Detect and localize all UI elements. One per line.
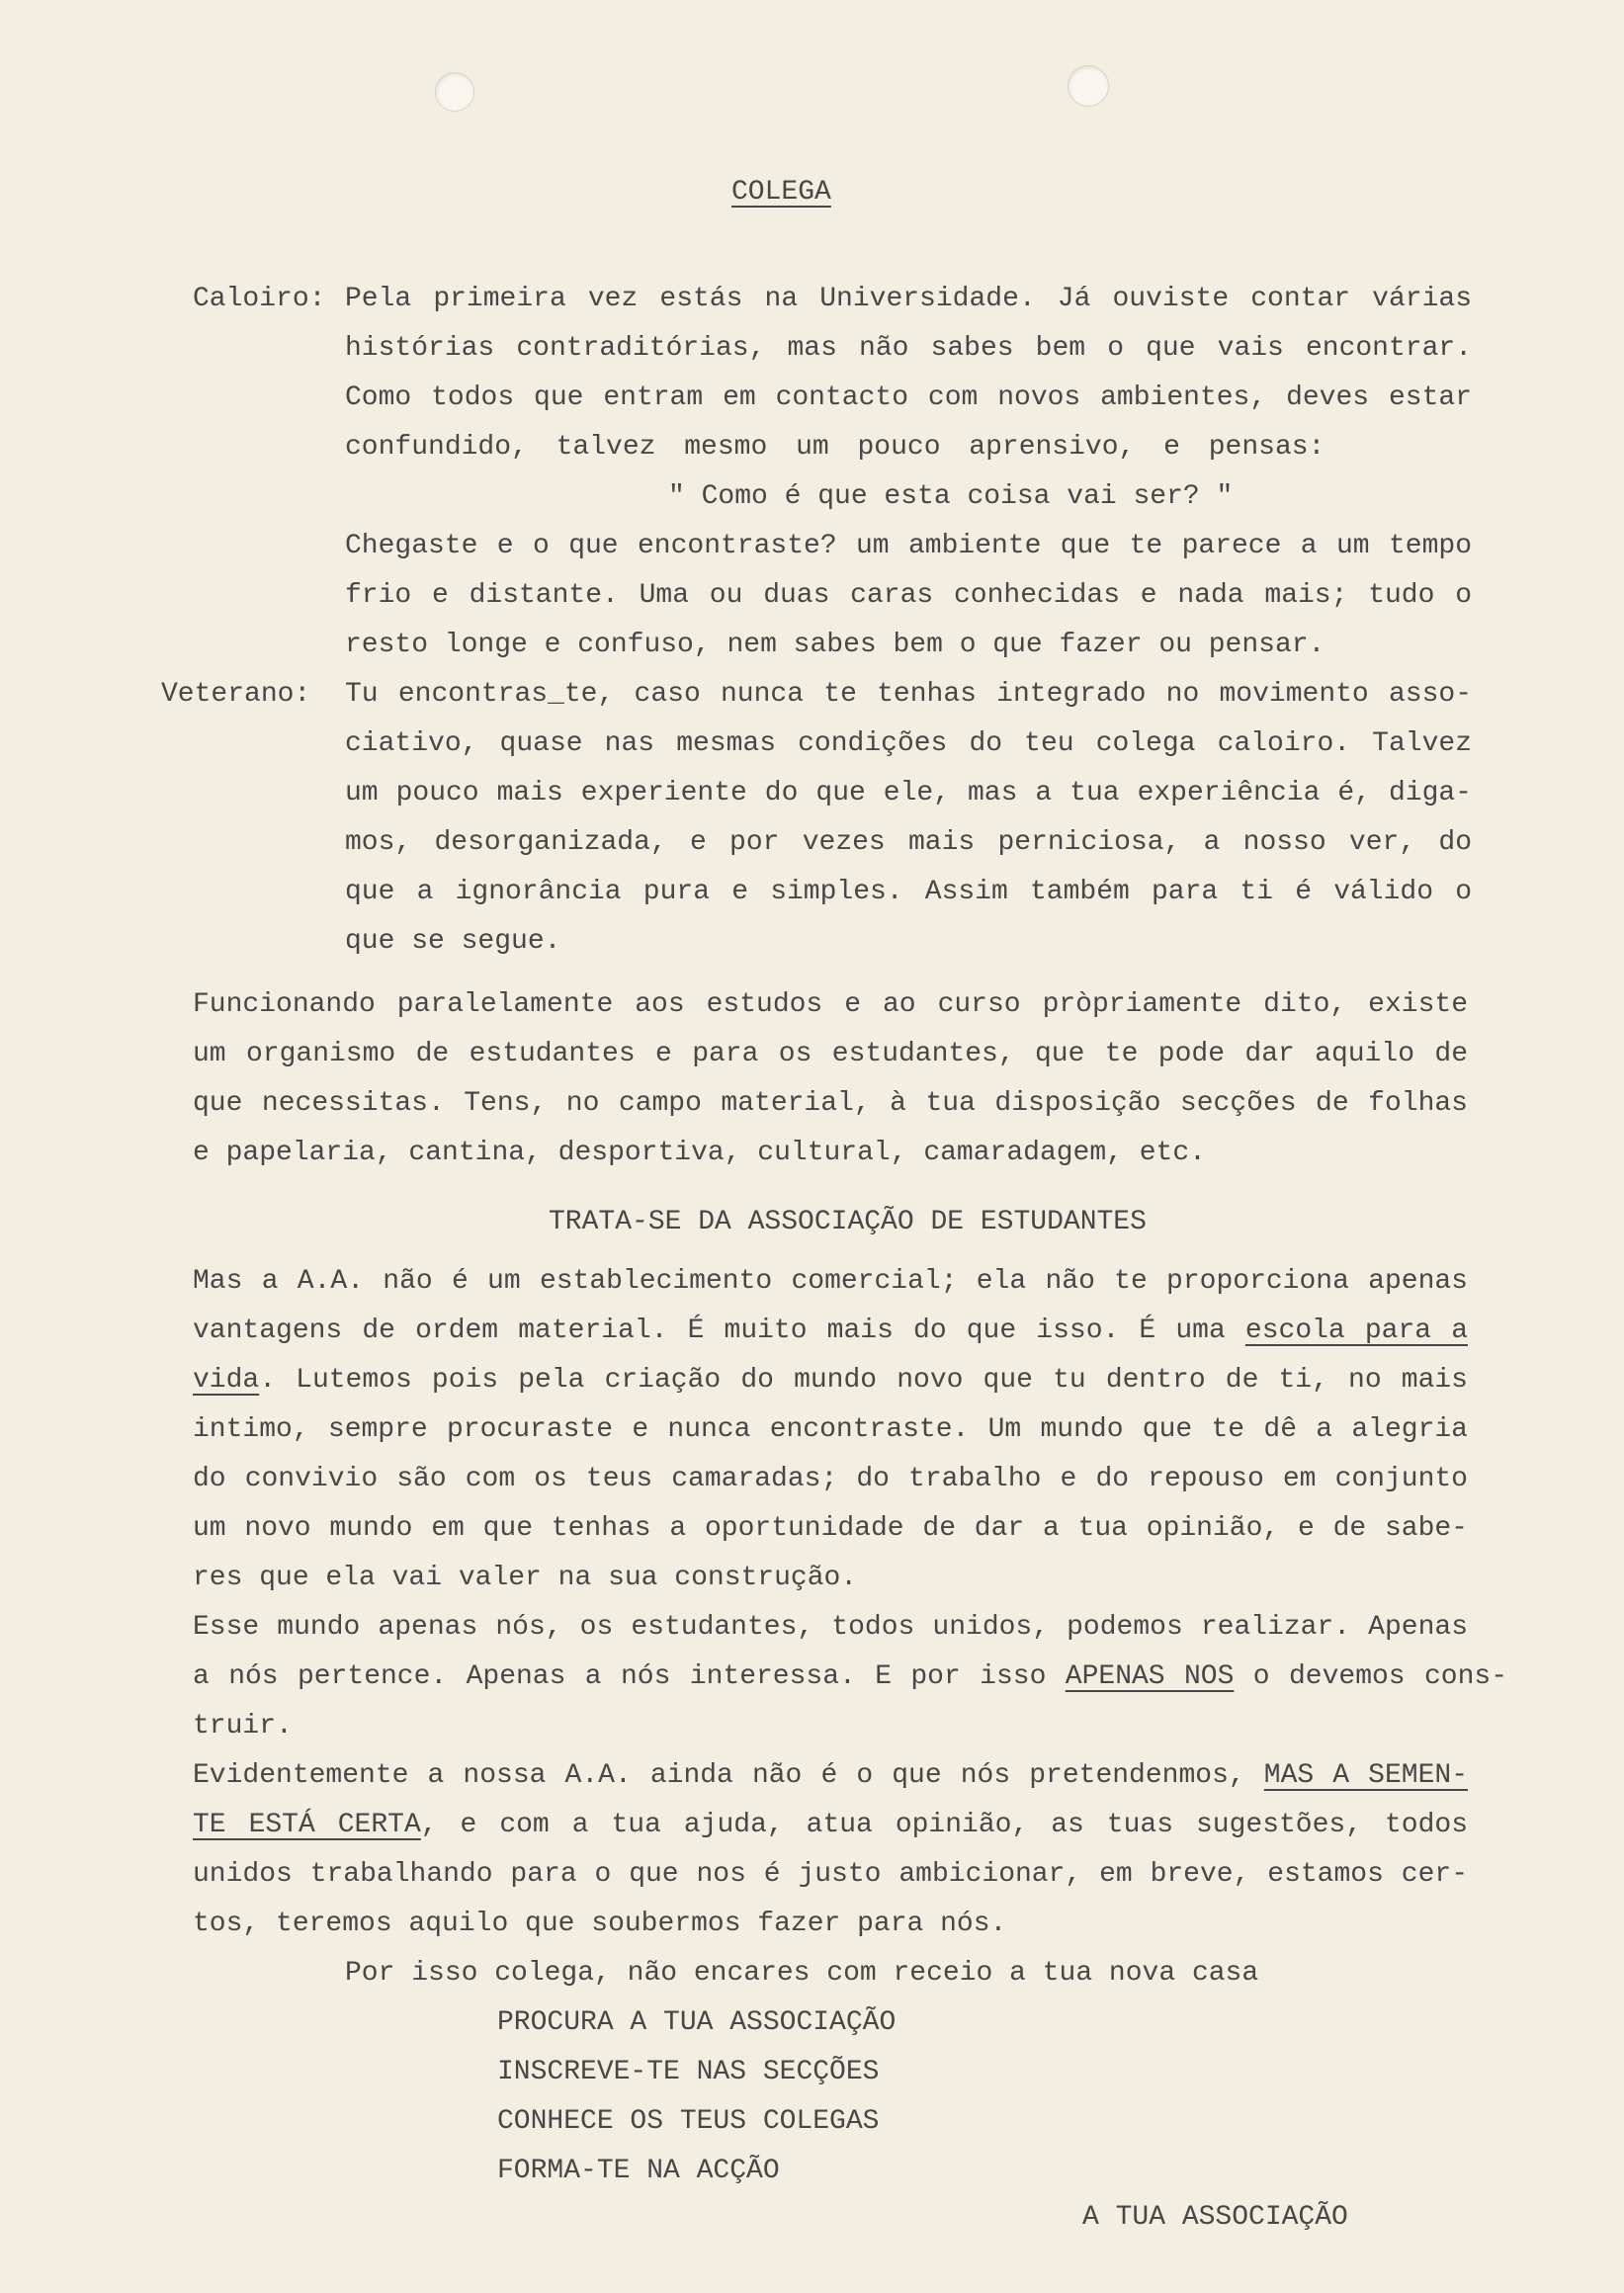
text-line: frio e distante. Uma ou duas caras conhecidas e nada mais; tudo o [345, 580, 1472, 611]
text-segment: , e com a tua ajuda, atua opinião, as tuas sugestões, todos [420, 1810, 1468, 1840]
text-line: e papelaria, cantina, desportiva, cultural, camaradagem, etc. [193, 1138, 1206, 1168]
call-line: PROCURA A TUA ASSOCIAÇÃO [497, 2007, 897, 2038]
caloiro-quote: " Como é que esta coisa vai ser? " [668, 481, 1234, 512]
text-segment: vantagens de ordem material. É muito mais do que isso. É uma [193, 1316, 1245, 1346]
punch-hole-left [435, 72, 474, 112]
closing-intro: Por isso colega, não encares com receio a tua nova casa [345, 1958, 1259, 1989]
text-line: tos, teremos aquilo que soubermos fazer para nós. [193, 1909, 1007, 1939]
underlined-text: vida [193, 1365, 260, 1396]
call-line: FORMA-TE NA ACÇÃO [497, 2156, 780, 2186]
underlined-text: escola para a [1244, 1316, 1468, 1346]
text-line [193, 1751, 1468, 1801]
text-line: mos, desorganizada, e por vezes mais perniciosa, a nosso ver, do [345, 827, 1472, 858]
text-line: Chegaste e o que encontraste? um ambiente que te parece a um tempo [345, 531, 1472, 561]
text-line: intimo, sempre procuraste e nunca encontraste. Um mundo que te dê a alegria [193, 1414, 1468, 1445]
text-line: um organismo de estudantes e para os estudantes, que te pode dar aquilo de [193, 1039, 1468, 1069]
text-line: que necessitas. Tens, no campo material, à tua disposição secções de folhas [193, 1088, 1468, 1119]
text-line: Mas a A.A. não é um establecimento comercial; ela não te proporciona apenas [193, 1266, 1468, 1297]
veterano-label: Veterano: [161, 679, 311, 710]
text-line [193, 1801, 1468, 1850]
veterano-paragraph [345, 670, 1472, 967]
underlined-text: TE ESTÁ CERTA [193, 1810, 421, 1840]
text-line [193, 1653, 1507, 1702]
text-line [193, 1356, 1468, 1405]
caloiro-paragraph [345, 275, 1472, 670]
punch-hole-right [1068, 65, 1109, 107]
text-line: unidos trabalhando para o que nos é justo ambicionar, em breve, estamos cer- [193, 1859, 1468, 1890]
text-segment: o devemos cons- [1234, 1661, 1508, 1692]
text-line: truir. [193, 1711, 293, 1741]
text-segment: a nós pertence. Apenas a nós interessa. E por isso [193, 1661, 1066, 1692]
text-line: que se segue. [345, 926, 561, 957]
text-line: Pela primeira vez estás na Universidade. Já ouviste contar várias [345, 284, 1472, 314]
text-segment: Evidentemente a nossa A.A. ainda não é o que nós pretendenmos, [193, 1760, 1264, 1791]
text-line: confundido, talvez mesmo um pouco aprensivo, e pensas: [345, 432, 1325, 463]
text-line: Esse mundo apenas nós, os estudantes, todos unidos, podemos realizar. Apenas [193, 1612, 1468, 1643]
text-line: Tu encontras_te, caso nunca te tenhas integrado no movimento asso- [345, 679, 1472, 710]
funcionamento-paragraph [193, 980, 1468, 1178]
text-line: Como todos que entram em contacto com novos ambientes, deves estar [345, 382, 1472, 413]
underlined-text: MAS A SEMEN- [1263, 1760, 1468, 1791]
text-line: ciativo, quase nas mesmas condições do teu colega caloiro. Talvez [345, 728, 1472, 759]
caloiro-label: Caloiro: [193, 284, 326, 314]
text-line: Funcionando paralelamente aos estudos e ao curso pròpriamente dito, existe [193, 989, 1468, 1020]
call-line: INSCREVE-TE NAS SECÇÕES [497, 2057, 880, 2087]
text-line: histórias contraditórias, mas não sabes bem o que vais encontrar. [345, 333, 1472, 364]
closing-calls [497, 1998, 896, 2196]
text-line: resto longe e confuso, nem sabes bem o que fazer ou pensar. [345, 630, 1325, 660]
associacao-paragraph [193, 1257, 1507, 1949]
text-line: que a ignorância pura e simples. Assim também para ti é válido o [345, 877, 1472, 907]
text-line: um pouco mais experiente do que ele, mas a tua experiência é, diga- [345, 778, 1472, 808]
text-line: res que ela vai valer na sua construção. [193, 1563, 858, 1593]
text-line: um novo mundo em que tenhas a oportunidade de dar a tua opinião, e de sabe- [193, 1513, 1468, 1544]
underlined-text: APENAS NOS [1065, 1661, 1235, 1692]
text-line: do convivio são com os teus camaradas; do trabalho e do repouso em conjunto [193, 1464, 1468, 1494]
call-line: CONHECE OS TEUS COLEGAS [497, 2106, 880, 2137]
section-heading: TRATA-SE DA ASSOCIAÇÃO DE ESTUDANTES [549, 1207, 1147, 1237]
text-segment: . Lutemos pois pela criação do mundo novo que tu dentro de ti, no mais [259, 1365, 1468, 1396]
document-title: COLEGA [731, 177, 831, 208]
signature: A TUA ASSOCIAÇÃO [1082, 2202, 1348, 2233]
text-line [193, 1307, 1468, 1356]
